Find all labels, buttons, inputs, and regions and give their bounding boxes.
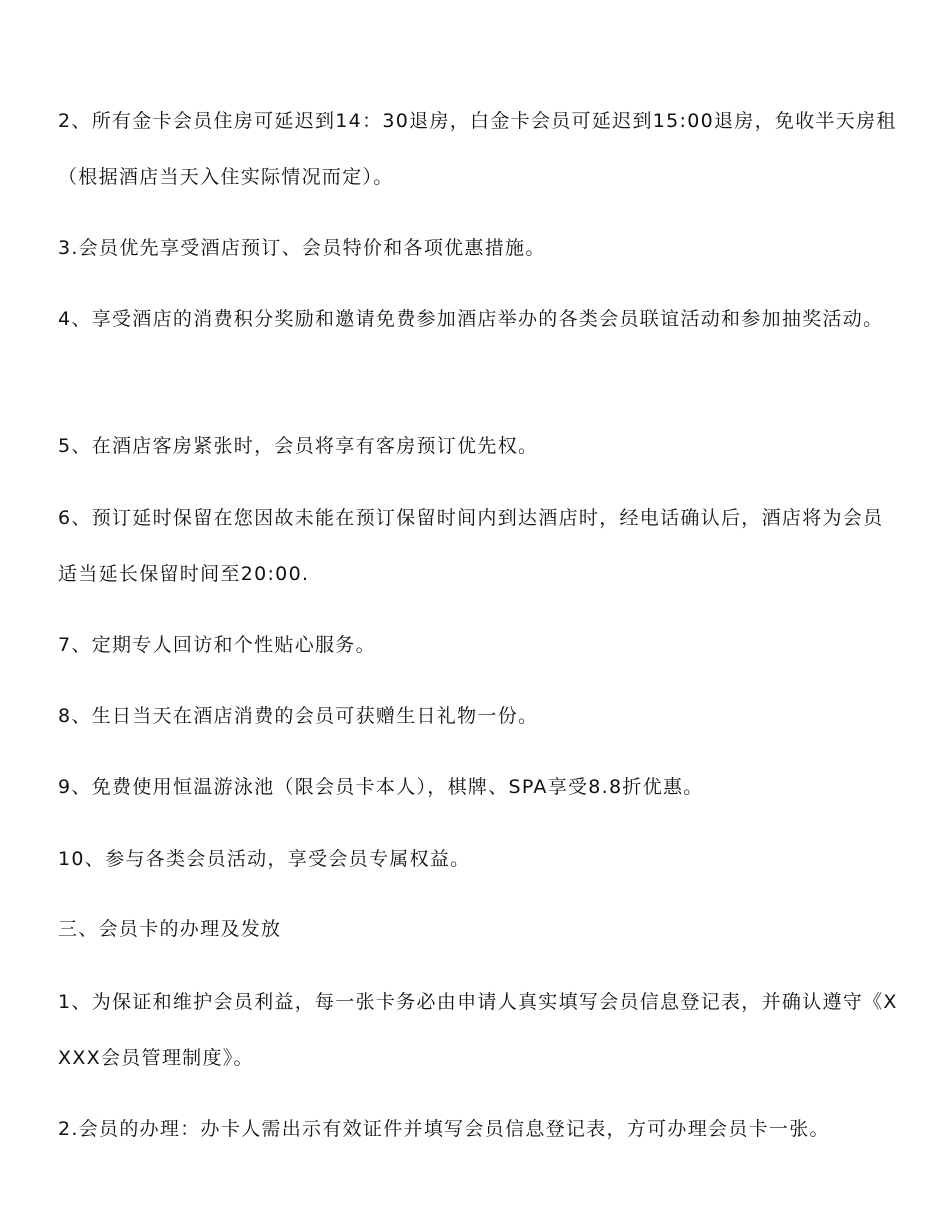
paragraph-follow-up-service: 7、定期专人回访和个性贴心服务。 [58,634,376,656]
paragraph-card-application: 2.会员的办理：办卡人需出示有效证件并填写会员信息登记表，方可办理会员卡一张。 [58,1118,830,1140]
paragraph-priority-booking: 3.会员优先享受酒店预订、会员特价和各项优惠措施。 [58,237,546,259]
paragraph-points-rewards: 4、享受酒店的消费积分奖励和邀请免费参加酒店举办的各类会员联谊活动和参加抽奖活动。 [58,308,884,330]
paragraph-room-priority: 5、在酒店客房紧张时，会员将享有客房预订优先权。 [58,435,539,457]
paragraph-member-activities: 10、参与各类会员活动，享受会员专属权益。 [58,848,471,870]
paragraph-pool-spa: 9、免费使用恒温游泳池（限会员卡本人），棋牌、SPA享受8.8折优惠。 [58,776,704,798]
paragraph-late-checkout: 2、所有金卡会员住房可延迟到14：30退房，白金卡会员可延迟到15:00退房，免收半天房租（根据酒店当天入住实际情况而定）。 [58,110,897,188]
section-heading-card-issuance: 三、会员卡的办理及发放 [58,918,282,940]
paragraph-registration-form: 1、为保证和维护会员利益，每一张卡务必由申请人真实填写会员信息登记表，并确认遵守《XXXX会员管理制度》。 [58,991,898,1069]
paragraph-birthday-gift: 8、生日当天在酒店消费的会员可获赠生日礼物一份。 [58,705,539,727]
paragraph-reservation-hold: 6、预订延时保留在您因故未能在预订保留时间内到达酒店时，经电话确认后，酒店将为会员适当延长保留时间至20:00. [58,507,884,585]
